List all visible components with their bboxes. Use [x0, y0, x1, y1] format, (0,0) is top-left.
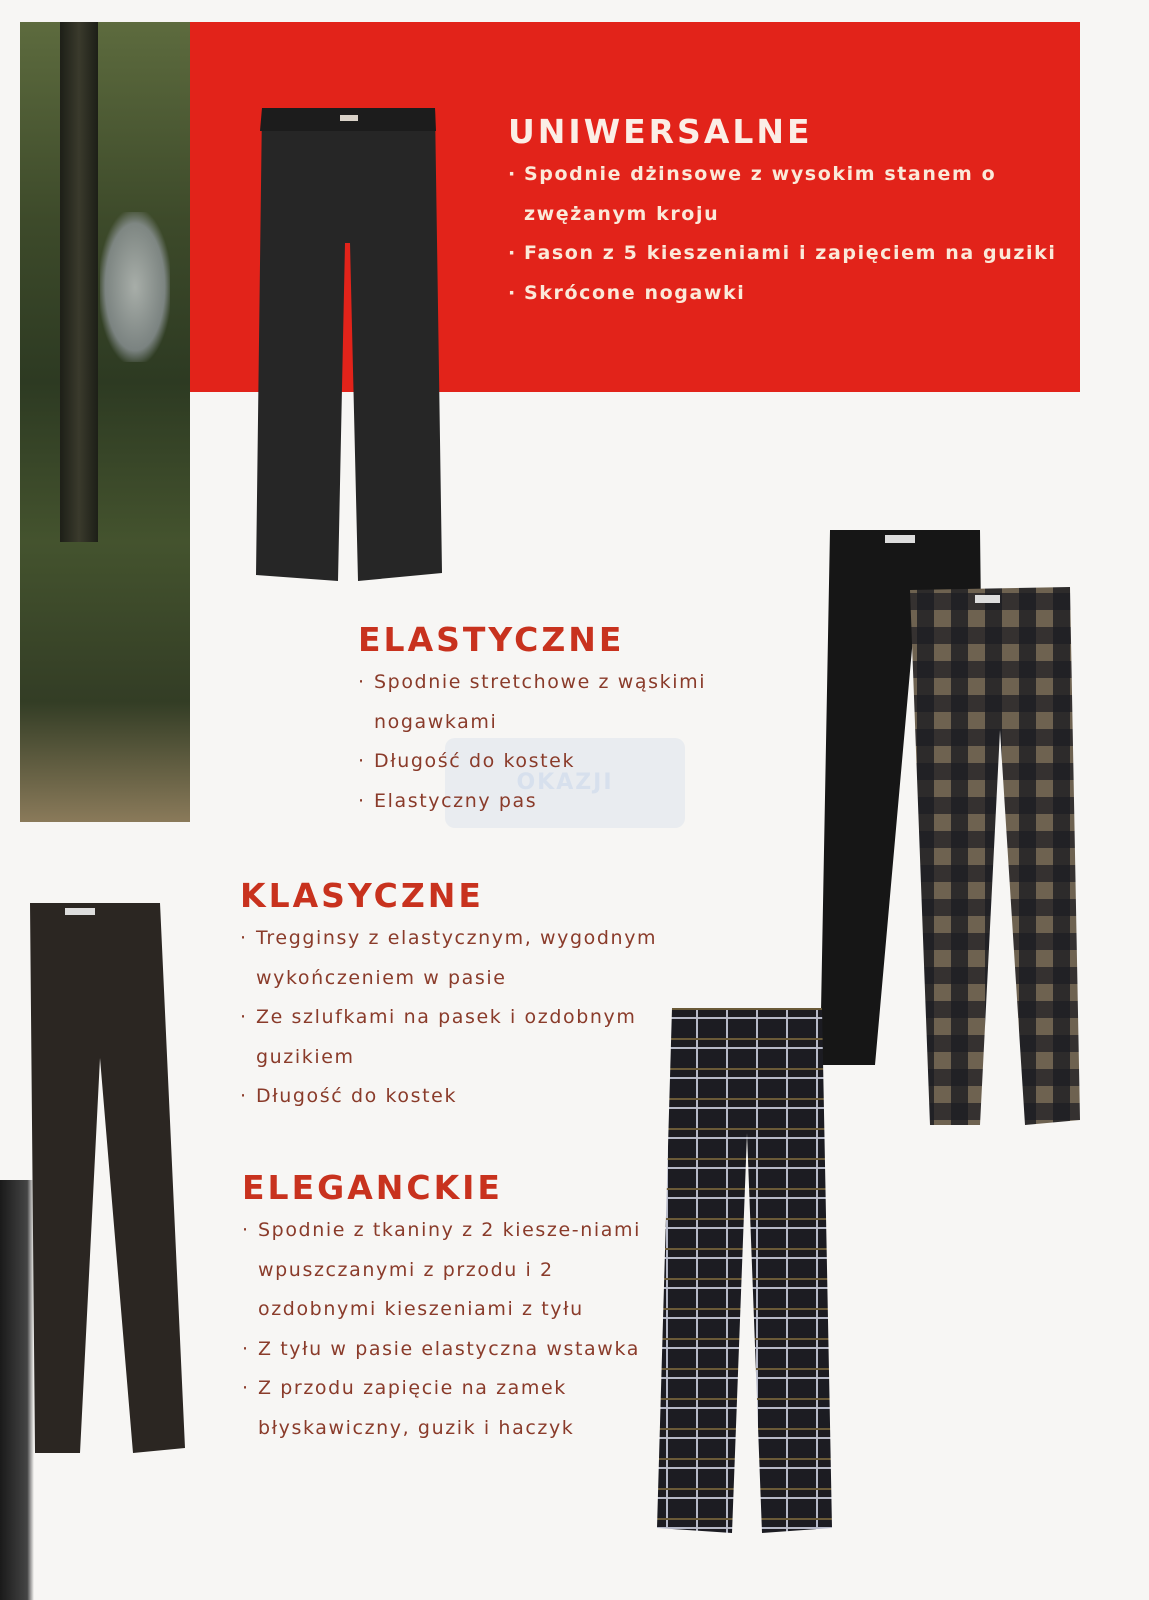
bullet-item: · Fason z 5 kieszeniami i zapięciem na guziki	[508, 242, 1057, 264]
bullet-item: · Z przodu zapięcie na zamek błyskawiczny, guzik i haczyk	[242, 1377, 575, 1439]
section-uniwersalne	[508, 112, 1068, 313]
bullet-item: · Elastyczny pas	[358, 789, 538, 812]
section-eleganckie	[242, 1168, 642, 1448]
treggings-image	[25, 898, 190, 1458]
section-title: KLASYCZNE	[240, 876, 484, 915]
black-jeans-image	[250, 103, 450, 585]
bullet-item: · Tregginsy z elastycznym, wygodnym wykończeniem w pasie	[240, 927, 658, 989]
section-title: ELASTYCZNE	[358, 620, 625, 659]
bullet-item: · Długość do kostek	[358, 750, 576, 772]
bullet-item: · Ze szlufkami na pasek i ozdobnym guzikiem	[240, 1006, 637, 1068]
section-title: ELEGANCKIE	[242, 1168, 503, 1207]
stretch-pants-image	[815, 525, 1087, 1130]
bullet-item: · Spodnie dżinsowe z wysokim stanem o zwężanym kroju	[508, 163, 997, 225]
watermark-logo: OKAZJI	[445, 738, 685, 828]
section-title: UNIWERSALNE	[508, 112, 813, 151]
park-photo	[20, 22, 190, 822]
section-klasyczne	[240, 876, 730, 1117]
bullet-item: · Spodnie stretchowe z wąskimi nogawkami	[358, 671, 707, 733]
bullet-item: · Z tyłu w pasie elastyczna wstawka	[242, 1337, 640, 1360]
bullet-item: · Skrócone nogawki	[508, 281, 746, 304]
bullet-item: · Spodnie z tkaniny z 2 kiesze-niami wpuszczanymi z przodu i 2 ozdobnymi kieszeniami z tyłu	[242, 1219, 641, 1320]
section-elastyczne	[358, 620, 778, 821]
bullet-item: · Długość do kostek	[240, 1085, 458, 1107]
